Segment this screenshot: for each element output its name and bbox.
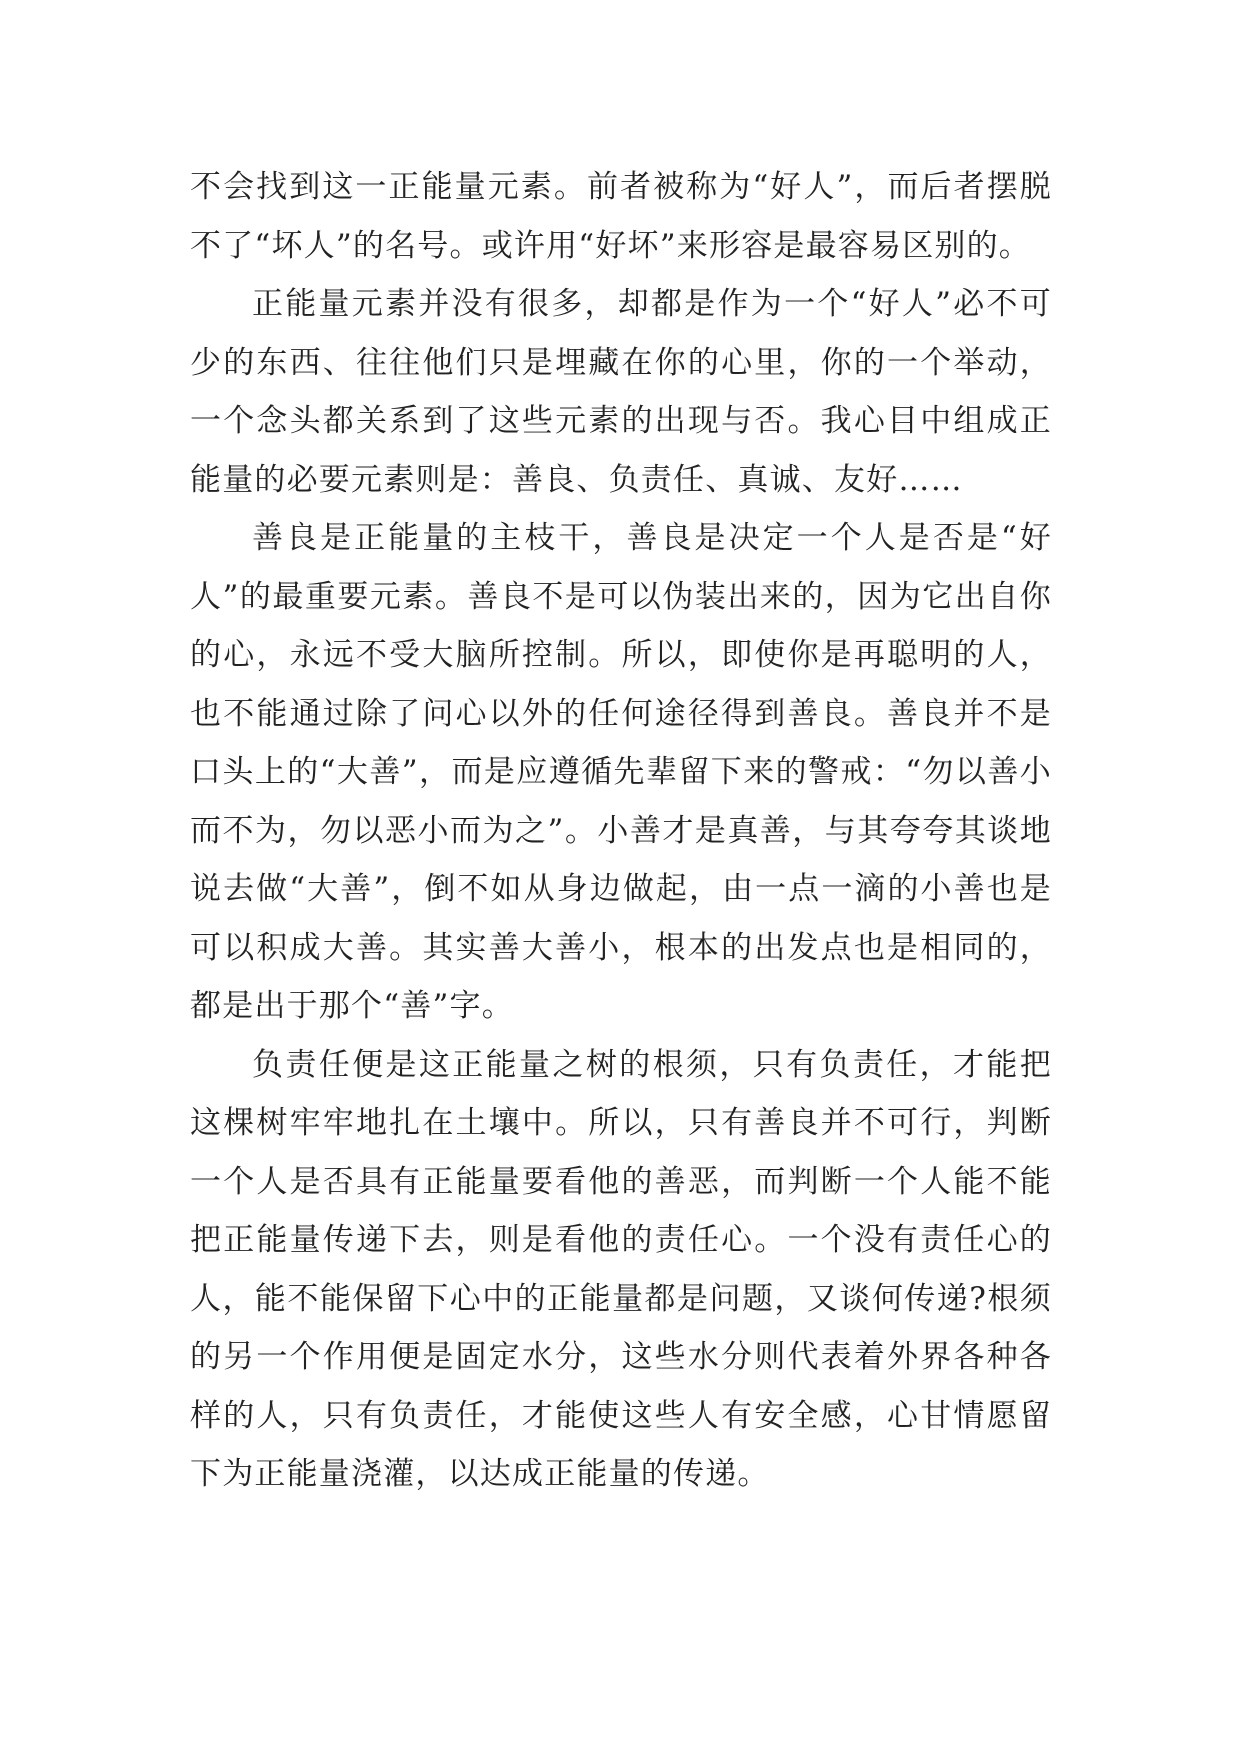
paragraph-2: 正能量元素并没有很多，却都是作为一个“好人”必不可少的东西、往往他们只是埋藏在你的心里，你的一个举动，一个念头都关系到了这些元素的出现与否。我心目中组成正能量的必要元素则是：善良、负责任、真诚、友好…… [190,286,1052,498]
paragraph-3: 善良是正能量的主枝干，善良是决定一个人是否是“好人”的最重要元素。善良不是可以伪装出来的，因为它出自你的心，永远不受大脑所控制。所以，即使你是再聪明的人，也不能通过除了问心以外的任何途径得到善良。善良并不是口头上的“大善”，而是应遵循先辈留下来的警戒：“勿以善小而不为，勿以恶小而为之”。小善才是真善，与其夸夸其谈地说去做“大善”，倒不如从身边做起，由一点一滴的小善也是可以积成大善。其实善大善小，根本的出发点也是相同的，都是出于那个“善”字。 [190,520,1052,1024]
paragraph-1: 不会找到这一正能量元素。前者被称为“好人”，而后者摆脱不了“坏人”的名号。或许用“好坏”来形容是最容易区别的。 [190,169,1052,264]
paragraph-4: 负责任便是这正能量之树的根须，只有负责任，才能把这棵树牢牢地扎在土壤中。所以，只有善良并不可行，判断一个人是否具有正能量要看他的善恶，而判断一个人能不能把正能量传递下去，则是看他的责任心。一个没有责任心的人，能不能保留下心中的正能量都是问题，又谈何传递?根须的另一个作用便是固定水分，这些水分则代表着外界各种各样的人，只有负责任，才能使这些人有安全感，心甘情愿留下为正能量浇灌，以达成正能量的传递。 [190,1046,1052,1492]
document-body [190,158,1052,1504]
